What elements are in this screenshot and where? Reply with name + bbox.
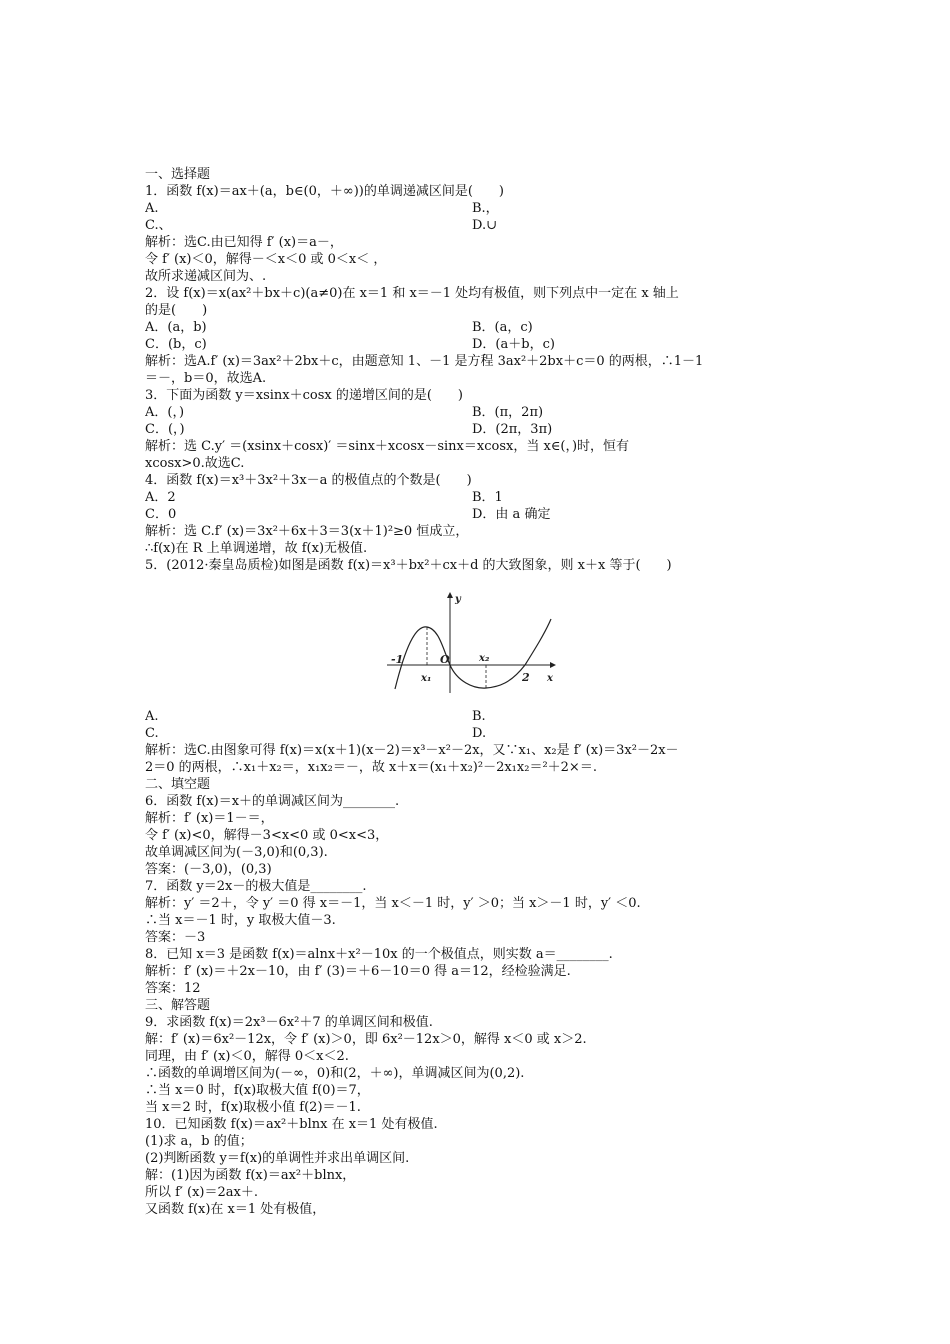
option-d: D．由 a 确定 bbox=[472, 507, 551, 522]
option-b: B．1 bbox=[472, 490, 503, 505]
option-c: C．(，) bbox=[145, 422, 185, 437]
answer-line: 答案：12 bbox=[145, 981, 201, 996]
cubic-function-graph bbox=[385, 589, 560, 697]
solution-line: 所以 f′ (x)＝2ax＋. bbox=[145, 1185, 258, 1200]
solution-line: ∴函数的单调增区间为(－∞，0)和(2，＋∞)，单调减区间为(0,2). bbox=[145, 1066, 525, 1081]
solution-line: 解析：选 C.f′ (x)＝3x²＋6x＋3＝3(x＋1)²≥0 恒成立， bbox=[145, 524, 469, 539]
solution-line: 令 f′ (x)<0，解得－3<x<0 或 0<x<3， bbox=[145, 828, 389, 843]
question-2-cont: 的是( ) bbox=[145, 303, 208, 318]
option-d: D. bbox=[472, 726, 487, 741]
option-a: A．2 bbox=[145, 490, 176, 505]
solution-line: 解析：y′ ＝2＋，令 y′ ＝0 得 x＝－1，当 x＜－1 时，y′ ＞0；当 x＞－1 时，y′ ＜0. bbox=[145, 896, 641, 911]
option-a: A．(a，b) bbox=[145, 320, 207, 335]
x1-label: x₁ bbox=[421, 673, 432, 684]
solution-line: 解析：f′ (x)＝＋2x－10，由 f′ (3)＝＋6－10＝0 得 a＝12，经检验满足. bbox=[145, 964, 571, 979]
solution-line: xcosx>0.故选C. bbox=[145, 456, 245, 471]
answer-line: 答案：－3 bbox=[145, 930, 206, 945]
solution-line: 解析：选A.f′ (x)＝3ax²＋2bx＋c，由题意知 1、－1 是方程 3ax²＋2bx＋c＝0 的两根，∴1－1 bbox=[145, 354, 704, 369]
option-b: B．(π，2π) bbox=[472, 405, 544, 420]
option-c: C. bbox=[145, 726, 159, 741]
section-heading: 三、解答题 bbox=[145, 998, 211, 1013]
option-d: D．(a＋b，c) bbox=[472, 337, 555, 352]
solution-line: ∴当 x＝0 时，f(x)取极大值 f(0)＝7， bbox=[145, 1083, 370, 1098]
solution-line: 同理，由 f′ (x)＜0，解得 0＜x＜2. bbox=[145, 1049, 349, 1064]
question-2: 2．设 f(x)＝x(ax²＋bx＋c)(a≠0)在 x＝1 和 x＝－1 处均有极值，则下列点中一定在 x 轴上 bbox=[145, 286, 679, 301]
x2-label: x₂ bbox=[479, 653, 490, 664]
neg-one-label: -1 bbox=[391, 653, 404, 666]
option-b: B.， bbox=[472, 201, 499, 216]
option-a: A. bbox=[145, 709, 159, 724]
question-1: 1．函数 f(x)＝ax＋(a，b∈(0，＋∞))的单调递减区间是( ) bbox=[145, 184, 504, 199]
sub-question: (2)判断函数 y＝f(x)的单调性并求出单调区间. bbox=[145, 1151, 410, 1166]
solution-line: 解：f′ (x)＝6x²－12x，令 f′ (x)＞0，即 6x²－12x＞0，解得 x＜0 或 x＞2. bbox=[145, 1032, 587, 1047]
question-8: 8．已知 x＝3 是函数 f(x)＝alnx＋x²－10x 的一个极值点，则实数 a＝________. bbox=[145, 947, 613, 962]
option-c: C.、 bbox=[145, 218, 172, 233]
question-6: 6．函数 f(x)＝x＋的单调减区间为________. bbox=[145, 794, 400, 809]
solution-line: 故单调减区间为(－3,0)和(0,3). bbox=[145, 845, 328, 860]
question-9: 9．求函数 f(x)＝2x³－6x²＋7 的单调区间和极值. bbox=[145, 1015, 433, 1030]
solution-line: ∴f(x)在 R 上单调递增，故 f(x)无极值. bbox=[145, 541, 368, 556]
solution-line: 解析：选 C.y′ ＝(xsinx＋cosx)′ ＝sinx＋xcosx－sinx＝xcosx，当 x∈(，)时，恒有 bbox=[145, 439, 630, 454]
two-label: 2 bbox=[522, 671, 530, 684]
question-10: 10．已知函数 f(x)＝ax²＋blnx 在 x＝1 处有极值. bbox=[145, 1117, 438, 1132]
question-7: 7．函数 y＝2x－的极大值是________. bbox=[145, 879, 367, 894]
solution-line: 故所求递减区间为、. bbox=[145, 269, 267, 284]
section-heading: 二、填空题 bbox=[145, 777, 211, 792]
option-a: A. bbox=[145, 201, 159, 216]
option-b: B. bbox=[472, 709, 486, 724]
question-4: 4．函数 f(x)＝x³＋3x²＋3x－a 的极值点的个数是( ) bbox=[145, 473, 472, 488]
option-c: C．(b，c) bbox=[145, 337, 207, 352]
solution-line: 解析：选C.由图象可得 f(x)＝x(x＋1)(x－2)＝x³－x²－2x，又∵x₁、x₂是 f′ (x)＝3x²－2x－ bbox=[145, 743, 679, 758]
solution-line: ＝－，b＝0，故选A. bbox=[145, 371, 267, 386]
option-c: C．0 bbox=[145, 507, 177, 522]
option-d: D．(2π，3π) bbox=[472, 422, 553, 437]
question-5: 5．(2012·秦皇岛质检)如图是函数 f(x)＝x³＋bx²＋cx＋d 的大致图象，则 x＋x 等于( ) bbox=[145, 558, 672, 573]
solution-line: 2＝0 的两根，∴x₁＋x₂＝，x₁x₂＝－，故 x＋x＝(x₁＋x₂)²－2x₁x₂＝²＋2×＝. bbox=[145, 760, 597, 775]
solution-line: 令 f′ (x)＜0，解得－＜x＜0 或 0＜x＜ ， bbox=[145, 252, 387, 267]
section-heading: 一、选择题 bbox=[145, 167, 211, 182]
solution-line: ∴当 x＝－1 时，y 取极大值－3. bbox=[145, 913, 336, 928]
solution-line: 又函数 f(x)在 x＝1 处有极值， bbox=[145, 1202, 326, 1217]
option-d: D.∪ bbox=[472, 218, 497, 233]
answer-line: 答案：(－3,0)，(0,3) bbox=[145, 862, 272, 877]
solution-line: 当 x＝2 时，f(x)取极小值 f(2)＝－1. bbox=[145, 1100, 361, 1115]
question-3: 3．下面为函数 y＝xsinx＋cosx 的递增区间的是( ) bbox=[145, 388, 463, 403]
solution-line: 解析：f′ (x)＝1－＝， bbox=[145, 811, 274, 826]
sub-question: (1)求 a，b 的值； bbox=[145, 1134, 253, 1149]
option-a: A．(，) bbox=[145, 405, 185, 420]
origin-label: O bbox=[440, 653, 450, 666]
option-b: B．(a，c) bbox=[472, 320, 533, 335]
solution-line: 解析：选C.由已知得 f′ (x)＝a－， bbox=[145, 235, 343, 250]
y-axis-label: y bbox=[455, 594, 461, 605]
solution-line: 解：(1)因为函数 f(x)＝ax²＋blnx， bbox=[145, 1168, 356, 1183]
x-axis-label: x bbox=[547, 673, 553, 684]
